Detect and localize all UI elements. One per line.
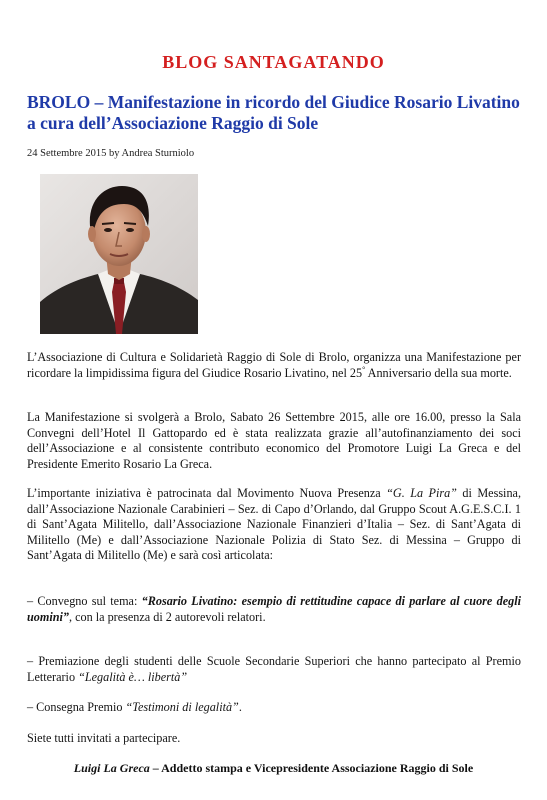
paragraph-intro-text-end: Anniversario della sua morte.: [365, 365, 512, 380]
paragraph-intro: [27, 350, 521, 381]
conference-topic: “Rosario Livatino: esempio di rettitudine capace di parlare al cuore degli uomini”: [27, 594, 521, 624]
paragraph-patronage-text: L’importante iniziativa è patrocinata dal Movimento Nuova Presenza: [27, 486, 387, 500]
paragraph-prize: [27, 700, 521, 716]
degree-superscript: °: [362, 364, 366, 374]
paragraph-awards: [27, 654, 521, 685]
awards-text: – Premiazione degli studenti delle Scuole Secondarie Superiori che hanno partecipato al Premio Letterario: [27, 654, 521, 684]
portrait-photo: [40, 174, 198, 334]
paragraph-event-details: [27, 410, 521, 472]
signature-role: – Addetto stampa e Vicepresidente Associazione Raggio di Sole: [149, 761, 474, 775]
movement-name: “G. La Pira”: [386, 486, 457, 500]
paragraph-conference: [27, 594, 521, 625]
conference-label: – Convegno sul tema:: [27, 594, 142, 608]
invitation-text: Siete tutti invitati a partecipare.: [27, 731, 181, 745]
prize-period: .: [238, 700, 242, 714]
paragraph-intro-text: L’Associazione di Cultura e Solidarietà Raggio di Sole di Brolo, organizza una Manifestazione per ricordare la limpidissima figura del Giudice Rosario Livatino, nel 25: [27, 350, 521, 380]
signature-name: Luigi La Greca: [73, 761, 150, 775]
prize-name: “Testimoni di legalità”: [125, 700, 239, 714]
paragraph-event-details-text: La Manifestazione si svolgerà a Brolo, Sabato 26 Settembre 2015, alle ore 16.00, presso la Sala Convegni dell’Hotel Il Gattopardo ed è stata realizzata grazie all’autofinanziamento dei soci dell’Associazione e al consistente contributo economico del Promotore Luigi La Greca e del Presidente Emerito Rosario La Greca.: [27, 410, 521, 471]
paragraph-invitation: [27, 731, 521, 747]
article-headline[interactable]: BROLO – Manifestazione in ricordo del Giudice Rosario Livatino a cura dell’Associazione Raggio di Sole: [27, 92, 520, 133]
literary-prize-name: “Legalità è… libertà”: [78, 669, 188, 684]
signature-line: [0, 761, 547, 776]
article-byline: 24 Settembre 2015 by Andrea Sturniolo: [27, 148, 195, 159]
prize-label: – Consegna Premio: [27, 700, 126, 714]
portrait-photo-icon: [40, 174, 198, 334]
paragraph-patronage: [27, 486, 521, 564]
blog-title: BLOG SANTAGATANDO: [162, 52, 385, 72]
conference-speakers: , con la presenza di 2 autorevoli relatori.: [69, 609, 266, 624]
paragraph-patronage-text-end: di Messina, dall’Associazione Nazionale Carabinieri – Sez. di Capo d’Orlando, dal Gruppo Scout A.G.E.S.C.I. 1 di Sant’Agata Militello, dall’Associazione Nazionale Finanzieri d’Italia – Sez. di Sant’Agata di Militello (Me) e dall’Associazione Nazionale Polizia di Stato Sez. di Messina – Gruppo di Sant’Agata di Militello (Me) e sarà così articolata:: [27, 486, 521, 563]
